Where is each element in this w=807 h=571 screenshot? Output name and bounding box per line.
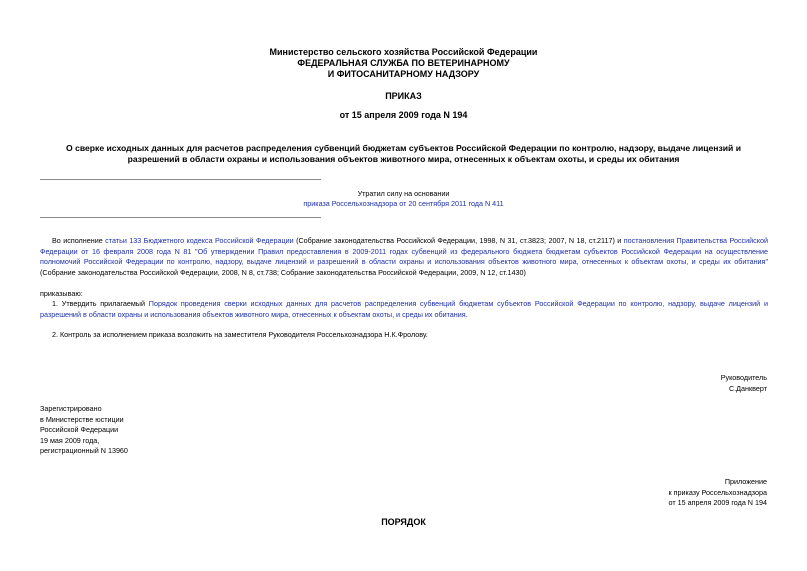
budget-code-link[interactable]: статьи 133 Бюджетного кодекса Российской Федерации — [105, 236, 294, 245]
ministry-name: Министерство сельского хозяйства Российской Федерации — [269, 47, 538, 57]
status-text: Утратил силу на основании — [357, 189, 450, 198]
government-resolution-link[interactable]: постановления Правительства Российской Федерации от 16 февраля 2008 года N 81 "Об утверждении Правил предоставления в 2009-2011 годах субвенций из федерального бюджета бюджетам субъектов Российской Федерации на осуществление полномочий Российской Федерации по контролю, надзору, выдаче лицензий и разрешений в области охраны и использования объектов животного мира, отнесенных к объектам охоты, и среды их обитания" — [40, 236, 769, 266]
preamble-text-2: (Собрание законодательства Российской Федерации, 1998, N 31, ст.3823; 2007, N 18, ст.2117) и — [293, 236, 624, 245]
registration-line: в Министерстве юстиции — [40, 414, 124, 424]
document-date: от 15 апреля 2009 года N 194 — [339, 110, 468, 120]
title-line-1: О сверке исходных данных для расчетов распределения субвенций бюджетам субъектов Российской Федерации по контролю, надзору, выдаче лицензий и — [66, 143, 741, 153]
document-title — [40, 143, 767, 164]
preamble-text-1: Во исполнение — [52, 236, 106, 245]
procedure-link[interactable]: Порядок проведения сверки исходных данных для расчетов распределения субвенций бюджетам субъектов Российской Федерации по контролю, надзору, выдаче лицензий и разрешений в области охраны и использования объектов животного мира, отнесенных к объектам охоты, и среды их обитания — [40, 299, 769, 319]
signer-name: С.Данкверт — [728, 383, 767, 393]
document-type: ПРИКАЗ — [385, 91, 422, 101]
title-line-2: разрешений в области охраны и использования объектов животного мира, отнесенных к объектам охоты, и среды их обитания — [127, 153, 680, 164]
repeal-order-link[interactable]: приказа Россельхознадзора от 20 сентября 2011 года N 411 — [303, 199, 504, 208]
order-item-1 — [40, 299, 768, 320]
item1-text: 1. Утвердить прилагаемый — [52, 299, 149, 308]
registration-line: регистрационный N 13960 — [40, 446, 128, 455]
preamble-paragraph — [40, 236, 768, 278]
divider-top — [40, 179, 321, 180]
signer-position: Руководитель — [720, 373, 767, 382]
divider-bottom — [40, 217, 321, 218]
preamble-text-3: (Собрание законодательства Российской Федерации, 2008, N 8, ст.738; Собрание законодательства Российской Федерации, 2009, N 12, ст.1430) — [40, 267, 526, 277]
appendix-title: ПОРЯДОК — [381, 517, 426, 527]
service-name-line1: ФЕДЕРАЛЬНАЯ СЛУЖБА ПО ВЕТЕРИНАРНОМУ — [297, 58, 510, 68]
registration-line: Зарегистрировано — [40, 404, 102, 413]
appendix-line: к приказу Россельхознадзора — [668, 487, 767, 497]
appendix-block — [668, 477, 767, 509]
appendix-line: от 15 апреля 2009 года N 194 — [668, 498, 767, 507]
order-item-2: 2. Контроль за исполнением приказа возложить на заместителя Руководителя Россельхознадзора Н.К.Фролову. — [52, 330, 428, 339]
signature-block — [721, 373, 767, 394]
appendix-line: Приложение — [724, 477, 767, 486]
order-word: приказываю: — [40, 289, 83, 298]
item1-period: . — [465, 309, 468, 319]
service-name-line2: И ФИТОСАНИТАРНОМУ НАДЗОРУ — [327, 69, 480, 79]
registration-block — [40, 404, 128, 457]
registration-line: Российской Федерации — [40, 425, 119, 434]
registration-line: 19 мая 2009 года, — [40, 435, 100, 445]
